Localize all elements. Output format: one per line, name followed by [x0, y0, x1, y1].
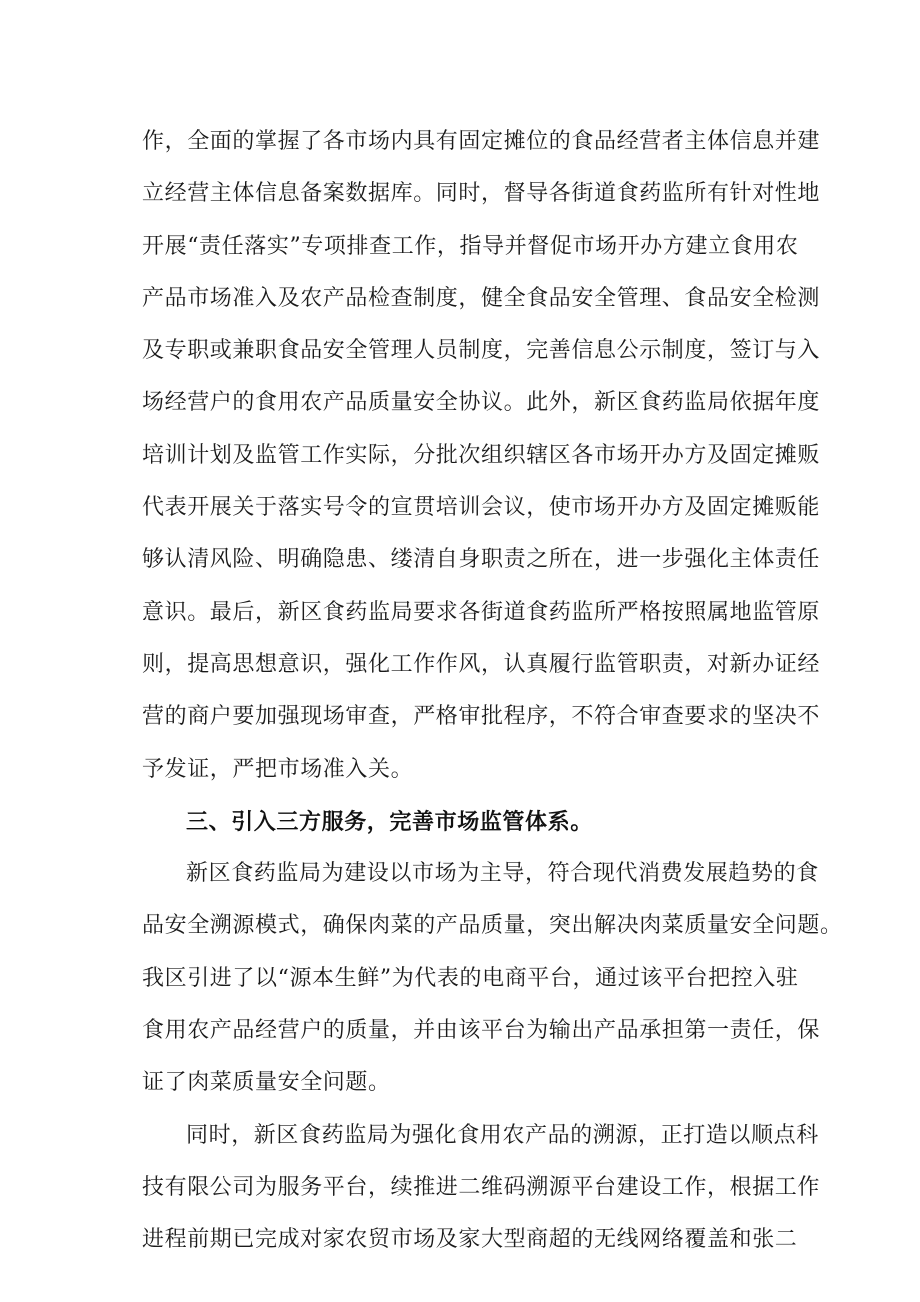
section-heading: 三、引入三方服务，完善市场监管体系。 — [186, 808, 593, 835]
body-line: 作，全面的掌握了各市场内具有固定摊位的食品经营者主体信息并建 — [142, 129, 821, 154]
body-line: 新区食药监局为建设以市场为主导，符合现代消费发展趋势的食 — [186, 861, 819, 887]
body-line: 进程前期已完成对家农贸市场及家大型商超的无线网络覆盖和张二 — [142, 1227, 798, 1253]
body-line: 食用农产品经营户的质量，并由该平台为输出产品承担第一责任，保 — [142, 1018, 821, 1044]
body-line: 代表开展关于落实号令的宣贯培训会议，使市场开办方及固定摊贩能 — [142, 495, 821, 521]
document-body — [142, 116, 843, 1267]
body-line: 立经营主体信息备案数据库。同时，督导各街道食药监所有针对性地 — [142, 181, 821, 207]
body-line: 意识。最后，新区食药监局要求各街道食药监所严格按照属地监管原 — [142, 599, 821, 625]
body-line: 同时，新区食药监局为强化食用农产品的溯源，正打造以顺点科 — [186, 1122, 819, 1148]
body-line: 技有限公司为服务平台，续推进二维码溯源平台建设工作，根据工作 — [142, 1174, 821, 1200]
body-line: 场经营户的食用农产品质量安全协议。此外，新区食药监局依据年度 — [142, 390, 821, 416]
body-line: 够认清风险、明确隐患、缕清自身职责之所在，进一步强化主体责任 — [142, 547, 821, 573]
body-line: 开展“责任落实”专项排查工作，指导并督促市场开办方建立食用农 — [142, 233, 799, 259]
body-line: 予发证，严把市场准入关。 — [142, 756, 414, 782]
body-line: 及专职或兼职食品安全管理人员制度，完善信息公示制度，签订与入 — [142, 338, 821, 364]
body-line: 品安全溯源模式，确保肉菜的产品质量，突出解决肉菜质量安全问题。 — [142, 913, 843, 939]
body-line: 产品市场准入及农产品检查制度，健全食品安全管理、食品安全检测 — [142, 285, 821, 311]
body-line: 我区引进了以“源本生鲜”为代表的电商平台，通过该平台把控入驻 — [142, 965, 799, 991]
body-line: 培训计划及监管工作实际，分批次组织辖区各市场开办方及固定摊贩 — [142, 442, 821, 468]
body-line: 则，提高思想意识，强化工作作风，认真履行监管职责，对新办证经 — [142, 651, 821, 677]
body-line: 证了肉菜质量安全问题。 — [142, 1070, 391, 1096]
body-line: 营的商户要加强现场审查，严格审批程序，不符合审查要求的坚决不 — [142, 704, 821, 730]
